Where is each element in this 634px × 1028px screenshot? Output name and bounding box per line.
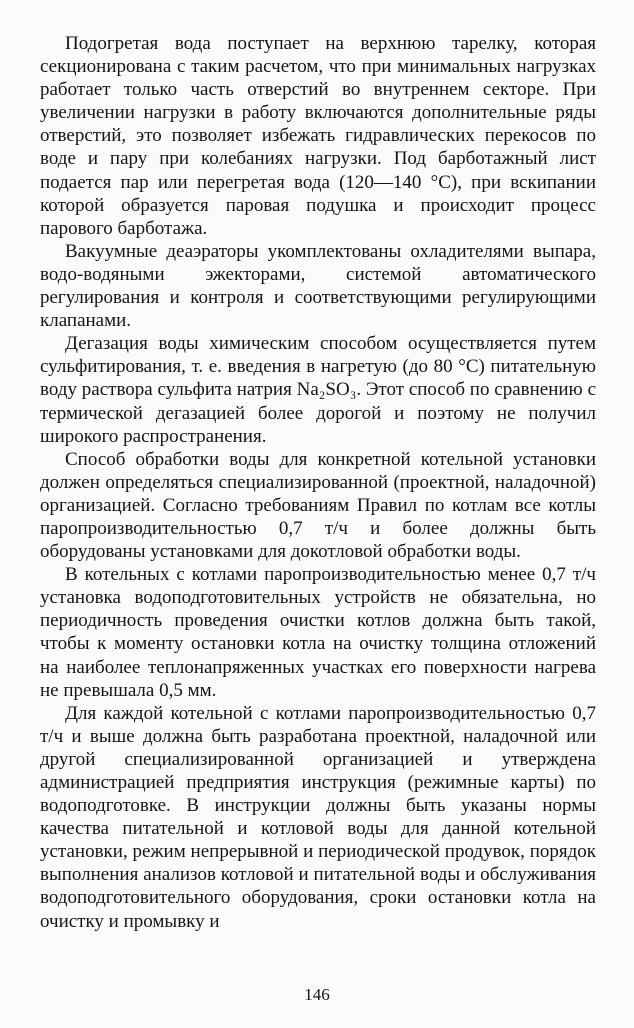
page-number: 146 <box>304 985 330 1004</box>
paragraph-1: Подогретая вода поступает на верхнюю тарелку, которая секционирована с таким расчетом, что при минимальных нагрузках работает только часть отверстий во внутреннем секторе. При увеличении нагрузки в работу включаются дополнительные ряды отверстий, это позволяет избежать гидравлических перекосов по воде и пару при колебаниях нагрузки. Под барботажный лист подается пар или перегретая вода (120—140 °С), при вскипании которой образуется паровая подушка и происходит процесс парового барботажа. <box>40 33 596 239</box>
paragraph-4: Способ обработки воды для конкретной котельной установки должен определяться специализированной (проектной, наладочной) организацией. Согласно требованиям Правил по котлам все котлы паропроизводительностью 0,7 т/ч и более должны быть оборудованы установками для докотловой обработки воды. <box>40 448 596 563</box>
paragraph-5: В котельных с котлами паропроизводительностью менее 0,7 т/ч установка водоподготовительных устройств не обязательна, но периодичность проведения очистки котлов должна быть такой, чтобы к моменту остановки котла на очистку толщина отложений на наиболее теплонапряженных участках его поверхности нагрева не превышала 0,5 мм. <box>40 564 596 701</box>
paragraph-3: Дегазация воды химическим способом осуществляется путем сульфитирования, т. е. введения в нагретую (до 80 °С) питательную воду раствора сульфита натрия Na₂SO₃. Этот способ по сравнению с термической дегазацией более дорогой и поэтому не получил широкого распространения. <box>40 333 596 447</box>
paragraph-2: Вакуумные деаэраторы укомплектованы охладителями выпара, водо-водяными эжекторами, системой автоматического регулирования и контроля и соответствующими регулирующими клапанами. <box>40 240 596 332</box>
paragraph-6: Для каждой котельной с котлами паропроизводительностью 0,7 т/ч и выше должна быть разработана проектной, наладочной или другой специализированной организацией и утверждена администрацией предприятия инструкция (режимные карты) по водоподготовке. В инструкции должны быть указаны нормы качества питательной и котловой воды для данной котельной установки, режим непрерывной и периодической продувок, порядок выполнения анализов котловой и питательной воды и обслуживания водоподготовительного оборудования, сроки остановки котла на очистку и промывку и <box>40 702 596 932</box>
body-text <box>40 32 596 933</box>
